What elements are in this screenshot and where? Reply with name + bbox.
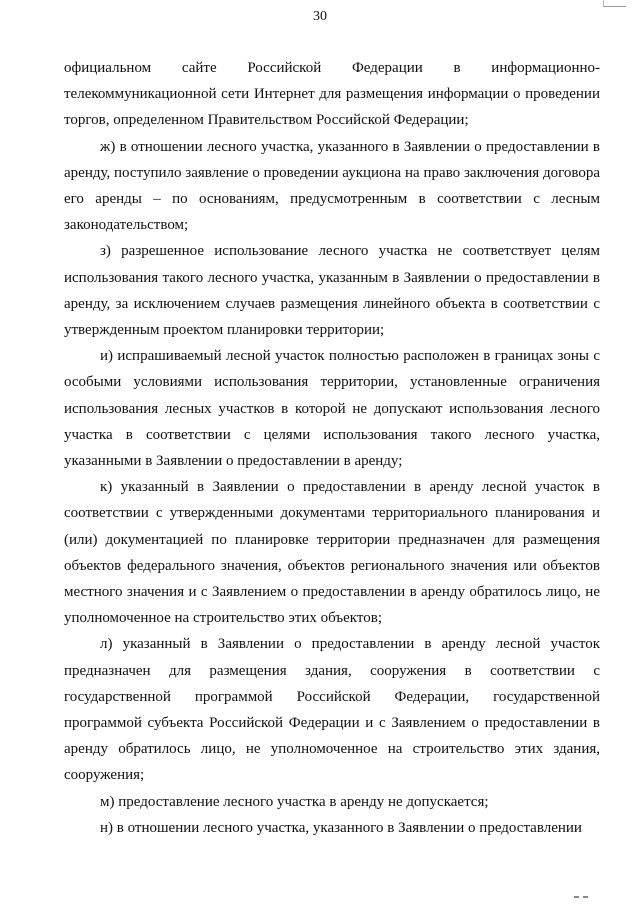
paragraph-item-n: н) в отношении лесного участка, указанного в Заявлении о предоставлении (100, 819, 582, 836)
scan-corner-mark (603, 0, 626, 7)
scan-corner-mark-bottom (574, 885, 600, 889)
document-body (64, 55, 600, 841)
paragraph-item-k: к) указанный в Заявлении о предоставлении в аренду лесной участок в соответствии с утвержденными документами территориального планирования и (или) документацией по планировке территории предназначен для размещения объектов федерального значения, объектов регионального значения или объектов местного значения и с Заявлением о предоставлении в аренду обратилось лицо, не уполномоченное на строительство этих объектов; (64, 479, 600, 627)
page-number: 30 (313, 9, 327, 24)
paragraph-item-zh: ж) в отношении лесного участка, указанного в Заявлении о предоставлении в аренду, поступило заявление о проведении аукциона на право заключения договора его аренды – по основаниям, предусмотренным в соответствии с лесным законодательством; (64, 138, 600, 234)
paragraph-continuation: официальном сайте Российской Федерации в информационно-телекоммуникационной сети Интернет для размещения информации о проведении торгов, определенном Правительством Российской Федерации; (64, 60, 600, 129)
paragraph-item-l: л) указанный в Заявлении о предоставлении в аренду лесной участок предназначен для размещения здания, сооружения в соответствии с государственной программой Российской Федерации, государственной программой субъекта Российской Федерации и с Заявлением о предоставлении в аренду обратилось лицо, не уполномоченное на строительство этих здания, сооружения; (64, 636, 600, 784)
paragraph-item-i: и) испрашиваемый лесной участок полностью расположен в границах зоны с особыми условиями использования территории, установленные ограничения использования лесных участков в которой не допускают использования лесного участка в соответствии с целями использования такого лесного участка, указанными в Заявлении о предоставлении в аренду; (64, 348, 600, 470)
paragraph-item-m: м) предоставление лесного участка в аренду не допускается; (100, 793, 489, 810)
paragraph-item-z: з) разрешенное использование лесного участка не соответствует целям использования такого лесного участка, указанным в Заявлении о предоставлении в аренду, за исключением случаев размещения линейного объекта в соответствии с утвержденным проектом планировки территории; (64, 243, 600, 339)
